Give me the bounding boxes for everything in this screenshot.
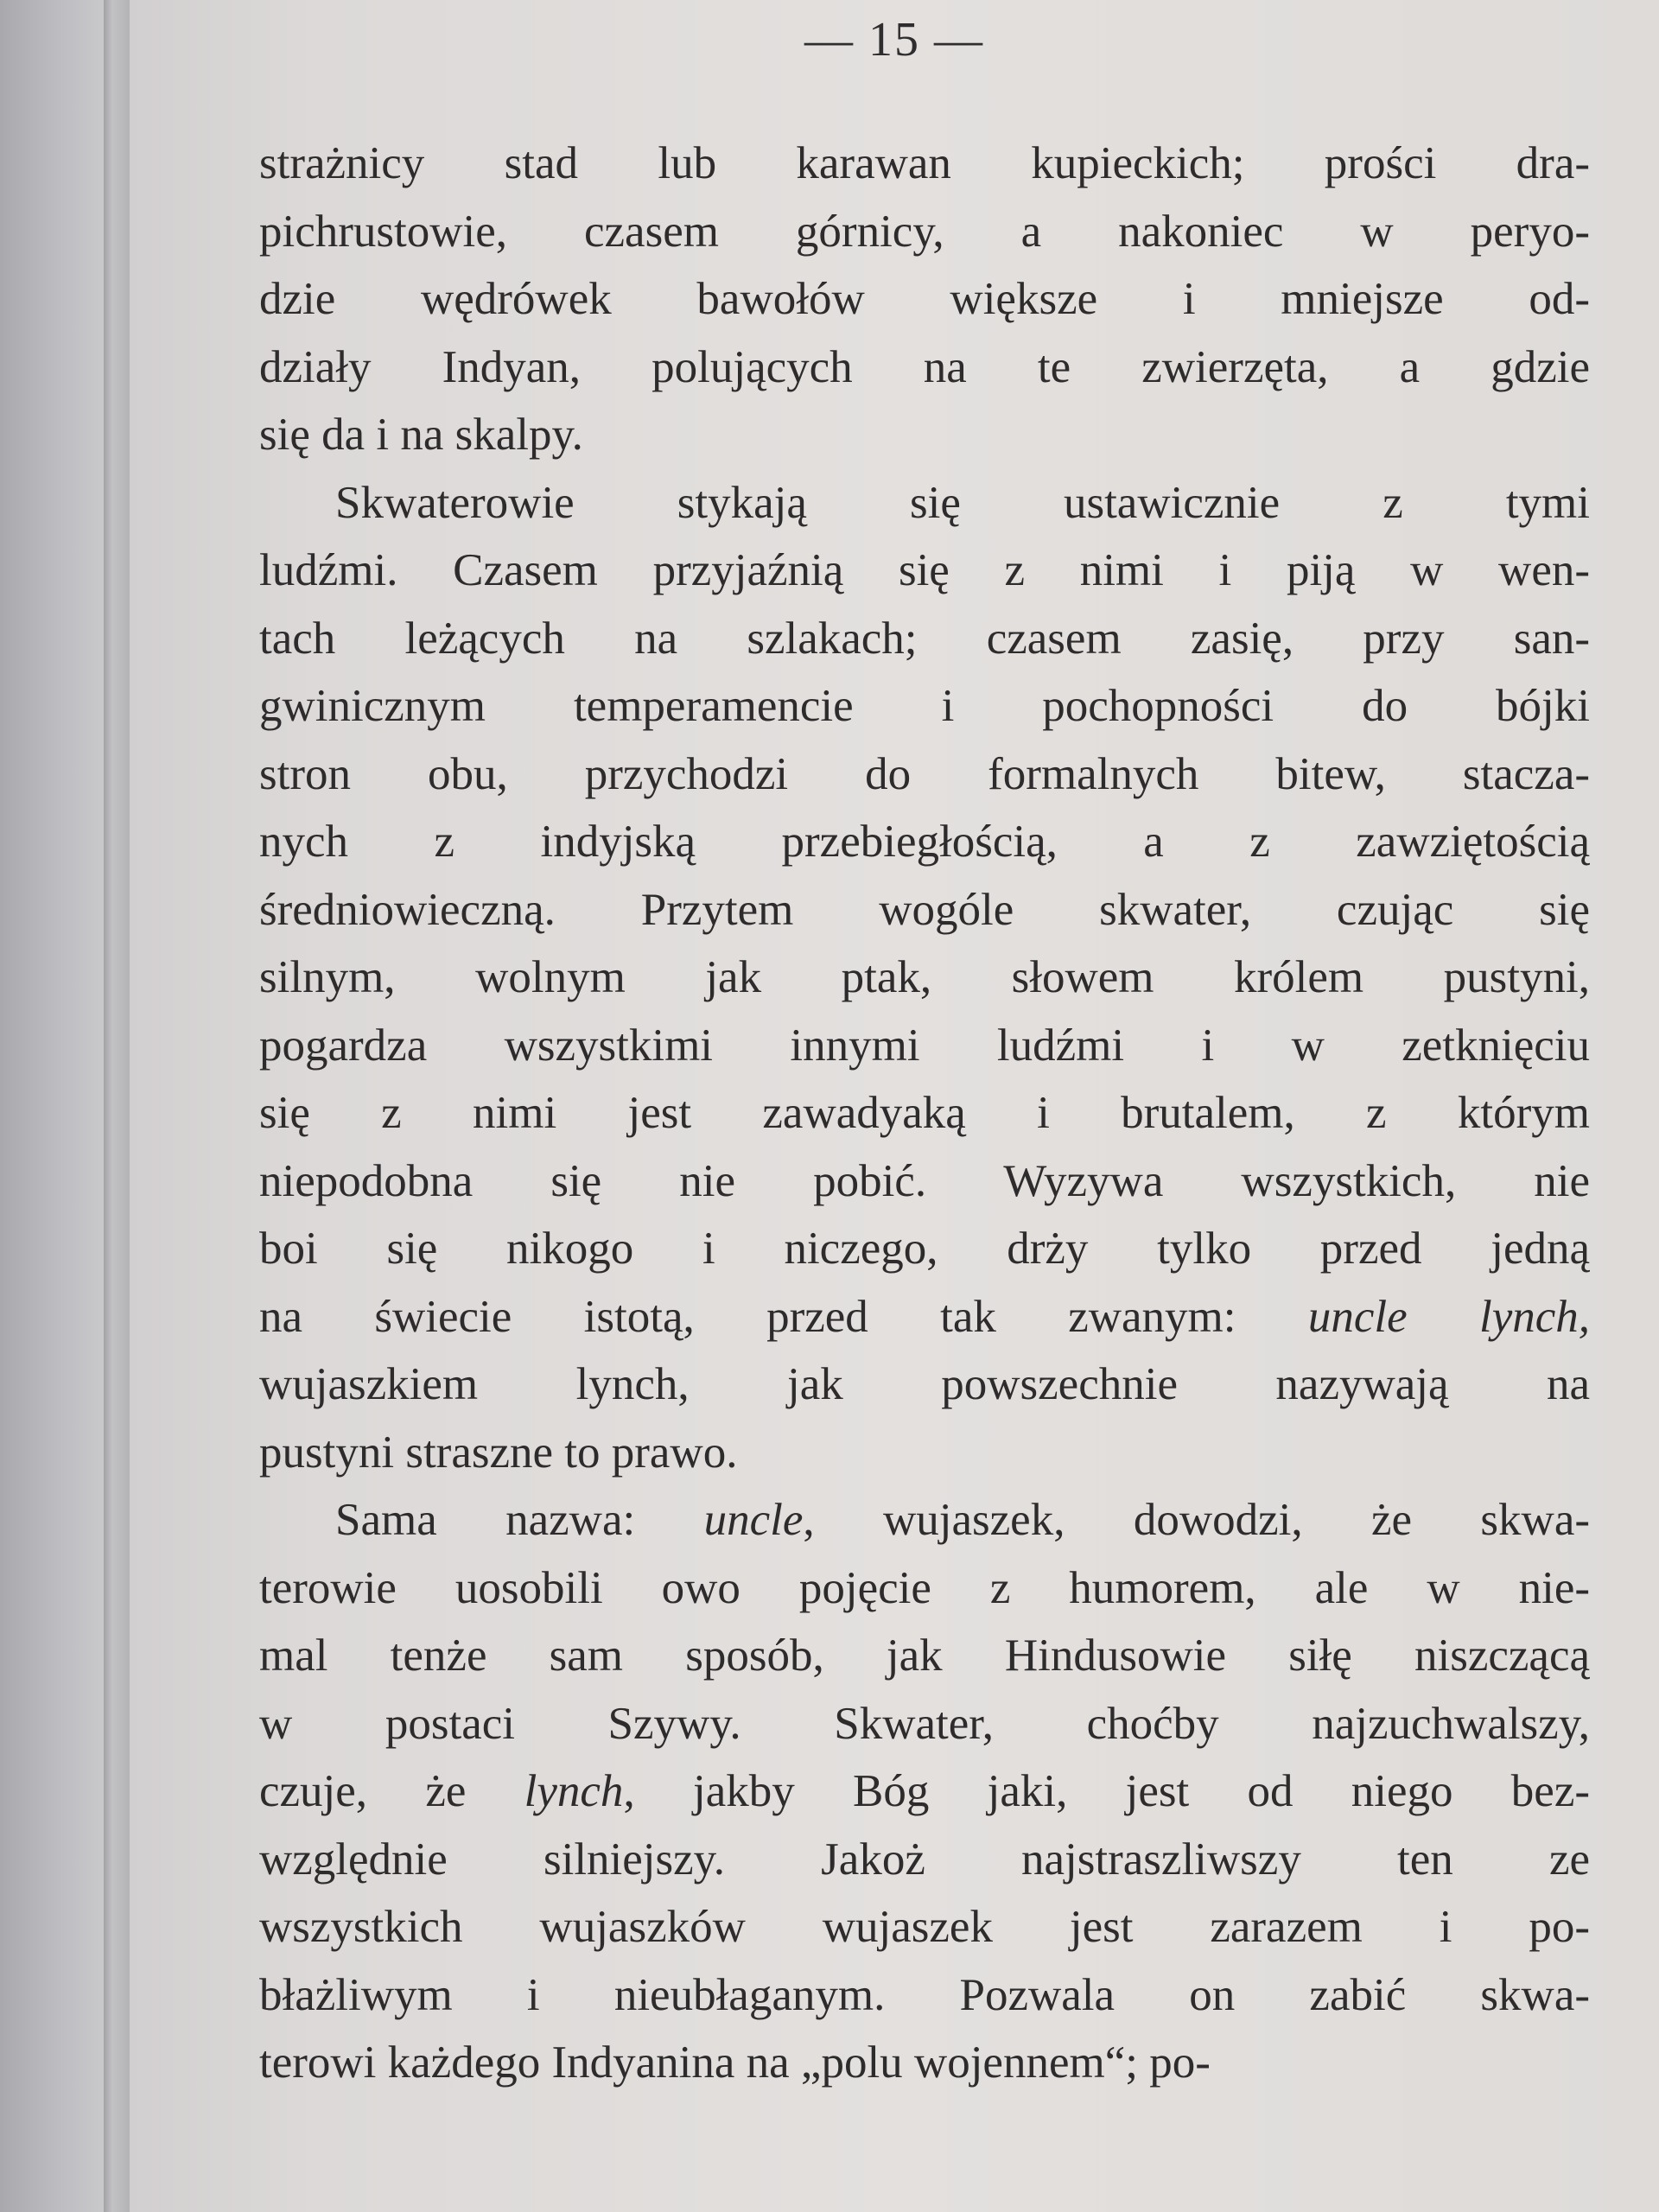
text-segment: ludźmi. Czasem przyjaźnią się z nimi i piją w wen-: [259, 545, 1590, 595]
italic-text: lynch: [524, 1766, 624, 1816]
text-line: [259, 605, 1590, 673]
text-line: [259, 1961, 1590, 2030]
book-page: [130, 0, 1659, 2212]
text-segment: , jakby Bóg jaki, jest od niego bez-: [623, 1766, 1590, 1816]
text-line: [259, 1826, 1590, 1894]
text-line: [259, 1351, 1590, 1419]
text-line: [259, 1893, 1590, 1961]
text-line: [259, 265, 1590, 334]
text-line: [259, 1554, 1590, 1623]
text-segment: terowi każdego Indyanina na „polu wojennem“; po-: [259, 2037, 1211, 2088]
text-segment: nych z indyjską przebiegłością, a z zawziętością: [259, 817, 1590, 867]
text-segment: średniowieczną. Przytem wogóle skwater, czując się: [259, 884, 1590, 935]
text-segment: boi się nikogo i niczego, drży tylko przed jedną: [259, 1224, 1590, 1274]
text-segment: Sama nazwa:: [335, 1495, 704, 1545]
text-segment: gwinicznym temperamencie i pochopności do bójki: [259, 681, 1590, 731]
text-line: [259, 537, 1590, 605]
text-line: [259, 469, 1590, 537]
body-text: [259, 130, 1590, 2097]
text-line: [259, 1147, 1590, 1216]
text-line: [259, 1419, 1590, 1487]
italic-text: uncle: [703, 1495, 804, 1545]
text-segment: stron obu, przychodzi do formalnych bitew, stacza-: [259, 748, 1590, 799]
text-segment: pichrustowie, czasem górnicy, a nakoniec w peryo-: [259, 206, 1590, 257]
binding-shadow: [104, 0, 112, 2212]
text-segment: pogardza wszystkimi innymi ludźmi i w zetknięciu: [259, 1020, 1590, 1071]
page-number: — 15 —: [804, 13, 984, 67]
text-segment: strażnicy stad lub karawan kupieckich; prości dra-: [259, 138, 1590, 188]
text-segment: terowie uosobili owo pojęcie z humorem, ale w nie-: [259, 1562, 1590, 1613]
text-line: [259, 876, 1590, 944]
text-segment: na świecie istotą, przed tak zwanym:: [259, 1291, 1308, 1342]
text-line: [259, 130, 1590, 198]
text-line: [259, 672, 1590, 741]
text-segment: błażliwym i nieubłaganym. Pozwala on zabić skwa-: [259, 1969, 1590, 2020]
text-line: [259, 1283, 1590, 1351]
text-line: [259, 1079, 1590, 1147]
text-segment: względnie silniejszy. Jakoż najstraszliwszy ten ze: [259, 1834, 1590, 1885]
text-segment: tach leżących na szlakach; czasem zasię, przy san-: [259, 613, 1590, 664]
italic-text: uncle lynch,: [1307, 1291, 1590, 1342]
text-segment: się z nimi jest zawadyaką i brutalem, z którym: [259, 1088, 1590, 1138]
text-line: [259, 1486, 1590, 1554]
text-segment: , wujaszek, dowodzi, że skwa-: [803, 1495, 1590, 1545]
text-segment: pustyni straszne to prawo.: [259, 1427, 738, 1478]
text-segment: dzie wędrówek bawołów większe i mniejsze od-: [259, 274, 1590, 324]
text-line: [259, 2029, 1590, 2097]
text-line: [259, 401, 1590, 469]
text-segment: w postaci Szywy. Skwater, choćby najzuchwalszy,: [259, 1698, 1590, 1749]
text-line: [259, 1690, 1590, 1758]
text-line: [259, 944, 1590, 1012]
text-segment: czuje, że: [259, 1766, 524, 1816]
text-segment: wujaszkiem lynch, jak powszechnie nazywają na: [259, 1359, 1590, 1409]
text-segment: mal tenże sam sposób, jak Hindusowie siłę niszczącą: [259, 1630, 1590, 1681]
text-segment: silnym, wolnym jak ptak, słowem królem pustyni,: [259, 952, 1590, 1002]
text-line: [259, 334, 1590, 402]
text-line: [259, 1012, 1590, 1080]
text-segment: się da i na skalpy.: [259, 410, 583, 460]
text-line: [259, 1622, 1590, 1690]
text-line: [259, 741, 1590, 809]
text-segment: wszystkich wujaszków wujaszek jest zarazem i po-: [259, 1902, 1590, 1952]
text-segment: niepodobna się nie pobić. Wyzywa wszystkich, nie: [259, 1155, 1590, 1206]
text-segment: Skwaterowie stykają się ustawicznie z tymi: [335, 477, 1590, 528]
text-line: [259, 808, 1590, 876]
text-segment: działy Indyan, polujących na te zwierzęta, a gdzie: [259, 341, 1590, 392]
text-line: [259, 1758, 1590, 1826]
text-line: [259, 1215, 1590, 1283]
text-line: [259, 198, 1590, 266]
